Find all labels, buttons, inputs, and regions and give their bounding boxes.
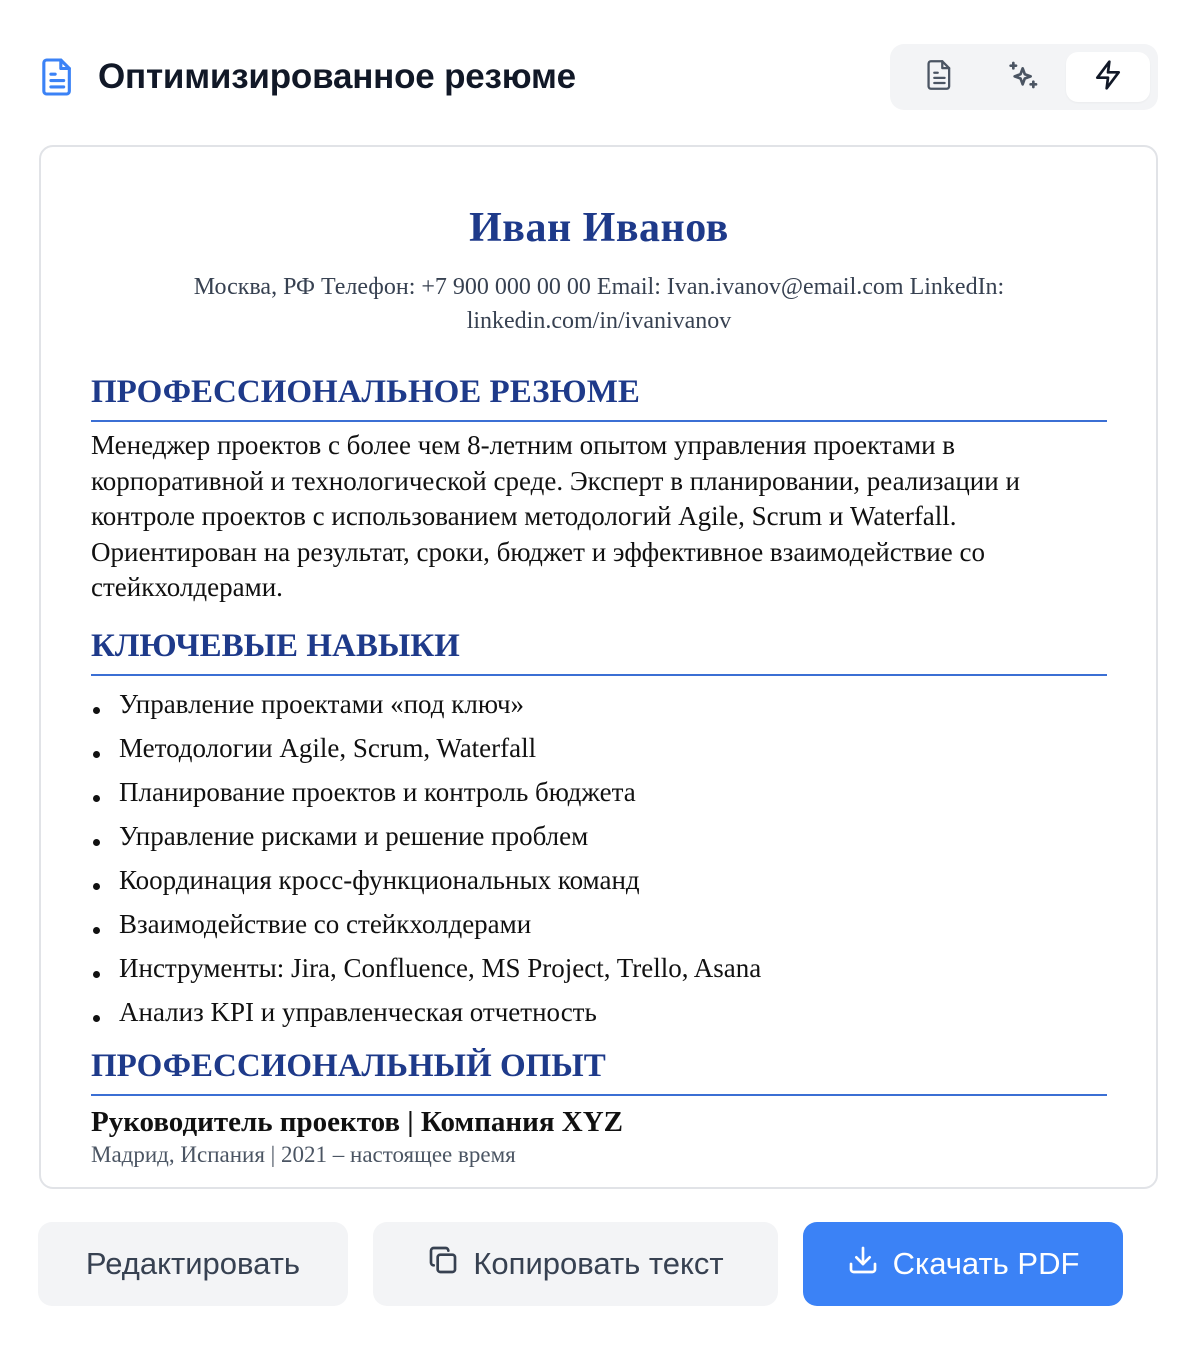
view-mode-toggle bbox=[890, 44, 1158, 110]
list-item: Управление проектами «под ключ» bbox=[91, 682, 1107, 726]
section-heading-experience: ПРОФЕССИОНАЛЬНЫЙ ОПЫТ bbox=[91, 1046, 1107, 1096]
view-optimized-button[interactable] bbox=[1066, 52, 1150, 102]
document-icon bbox=[40, 57, 76, 97]
section-heading-skills: КЛЮЧЕВЫЕ НАВЫКИ bbox=[91, 626, 1107, 676]
download-pdf-button[interactable] bbox=[803, 1222, 1123, 1306]
job-meta: Мадрид, Испания | 2021 – настоящее время bbox=[91, 1141, 516, 1167]
list-item: Взаимодействие со стейкхолдерами bbox=[91, 902, 1107, 946]
edit-button-label: Редактировать bbox=[85, 1246, 301, 1281]
contact-info: Москва, РФ Телефон: +7 900 000 00 00 Email: Ivan.ivanov@email.com LinkedIn: linkedin.com/in/ivanivanov bbox=[193, 274, 1005, 334]
view-ai-button[interactable] bbox=[982, 52, 1066, 102]
list-item: Инструменты: Jira, Confluence, MS Project, Trello, Asana bbox=[91, 946, 1107, 990]
edit-button[interactable] bbox=[38, 1222, 348, 1306]
document-text-icon bbox=[926, 59, 954, 96]
page-title: Оптимизированное резюме bbox=[98, 57, 576, 96]
resume-preview-card[interactable] bbox=[39, 145, 1158, 1189]
copy-icon bbox=[427, 1244, 459, 1284]
list-item: Методологии Agile, Scrum, Waterfall bbox=[91, 726, 1107, 770]
resume-document bbox=[91, 147, 1107, 1170]
copy-button-label: Копировать текст bbox=[473, 1246, 724, 1281]
skills-list bbox=[91, 682, 1107, 1034]
candidate-name: Иван Иванов bbox=[469, 205, 729, 251]
summary-text: Менеджер проектов с более чем 8-летним опытом управления проектами в корпоративной и технологической среде. Эксперт в планировании, реализации и контроле проектов с использованием методологий Agile, Scrum и Waterfall. Ориентирован на результат, сроки, бюджет и эффективное взаимодействие со стейкхолдерами. bbox=[91, 430, 1020, 602]
sparkles-icon bbox=[1008, 59, 1040, 96]
list-item: Управление рисками и решение проблем bbox=[91, 814, 1107, 858]
list-item: Анализ KPI и управленческая отчетность bbox=[91, 990, 1107, 1034]
header bbox=[40, 44, 1158, 110]
download-button-label: Скачать PDF bbox=[892, 1246, 1080, 1281]
job-title: Руководитель проектов | Компания XYZ bbox=[91, 1105, 623, 1138]
list-item: Планирование проектов и контроль бюджета bbox=[91, 770, 1107, 814]
title-group bbox=[40, 57, 576, 97]
list-item: Координация кросс-функциональных команд bbox=[91, 858, 1107, 902]
view-original-button[interactable] bbox=[898, 52, 982, 102]
download-icon bbox=[847, 1244, 879, 1284]
lightning-bolt-icon bbox=[1092, 58, 1124, 97]
copy-text-button[interactable] bbox=[373, 1222, 778, 1306]
section-heading-summary: ПРОФЕССИОНАЛЬНОЕ РЕЗЮМЕ bbox=[91, 372, 1107, 422]
